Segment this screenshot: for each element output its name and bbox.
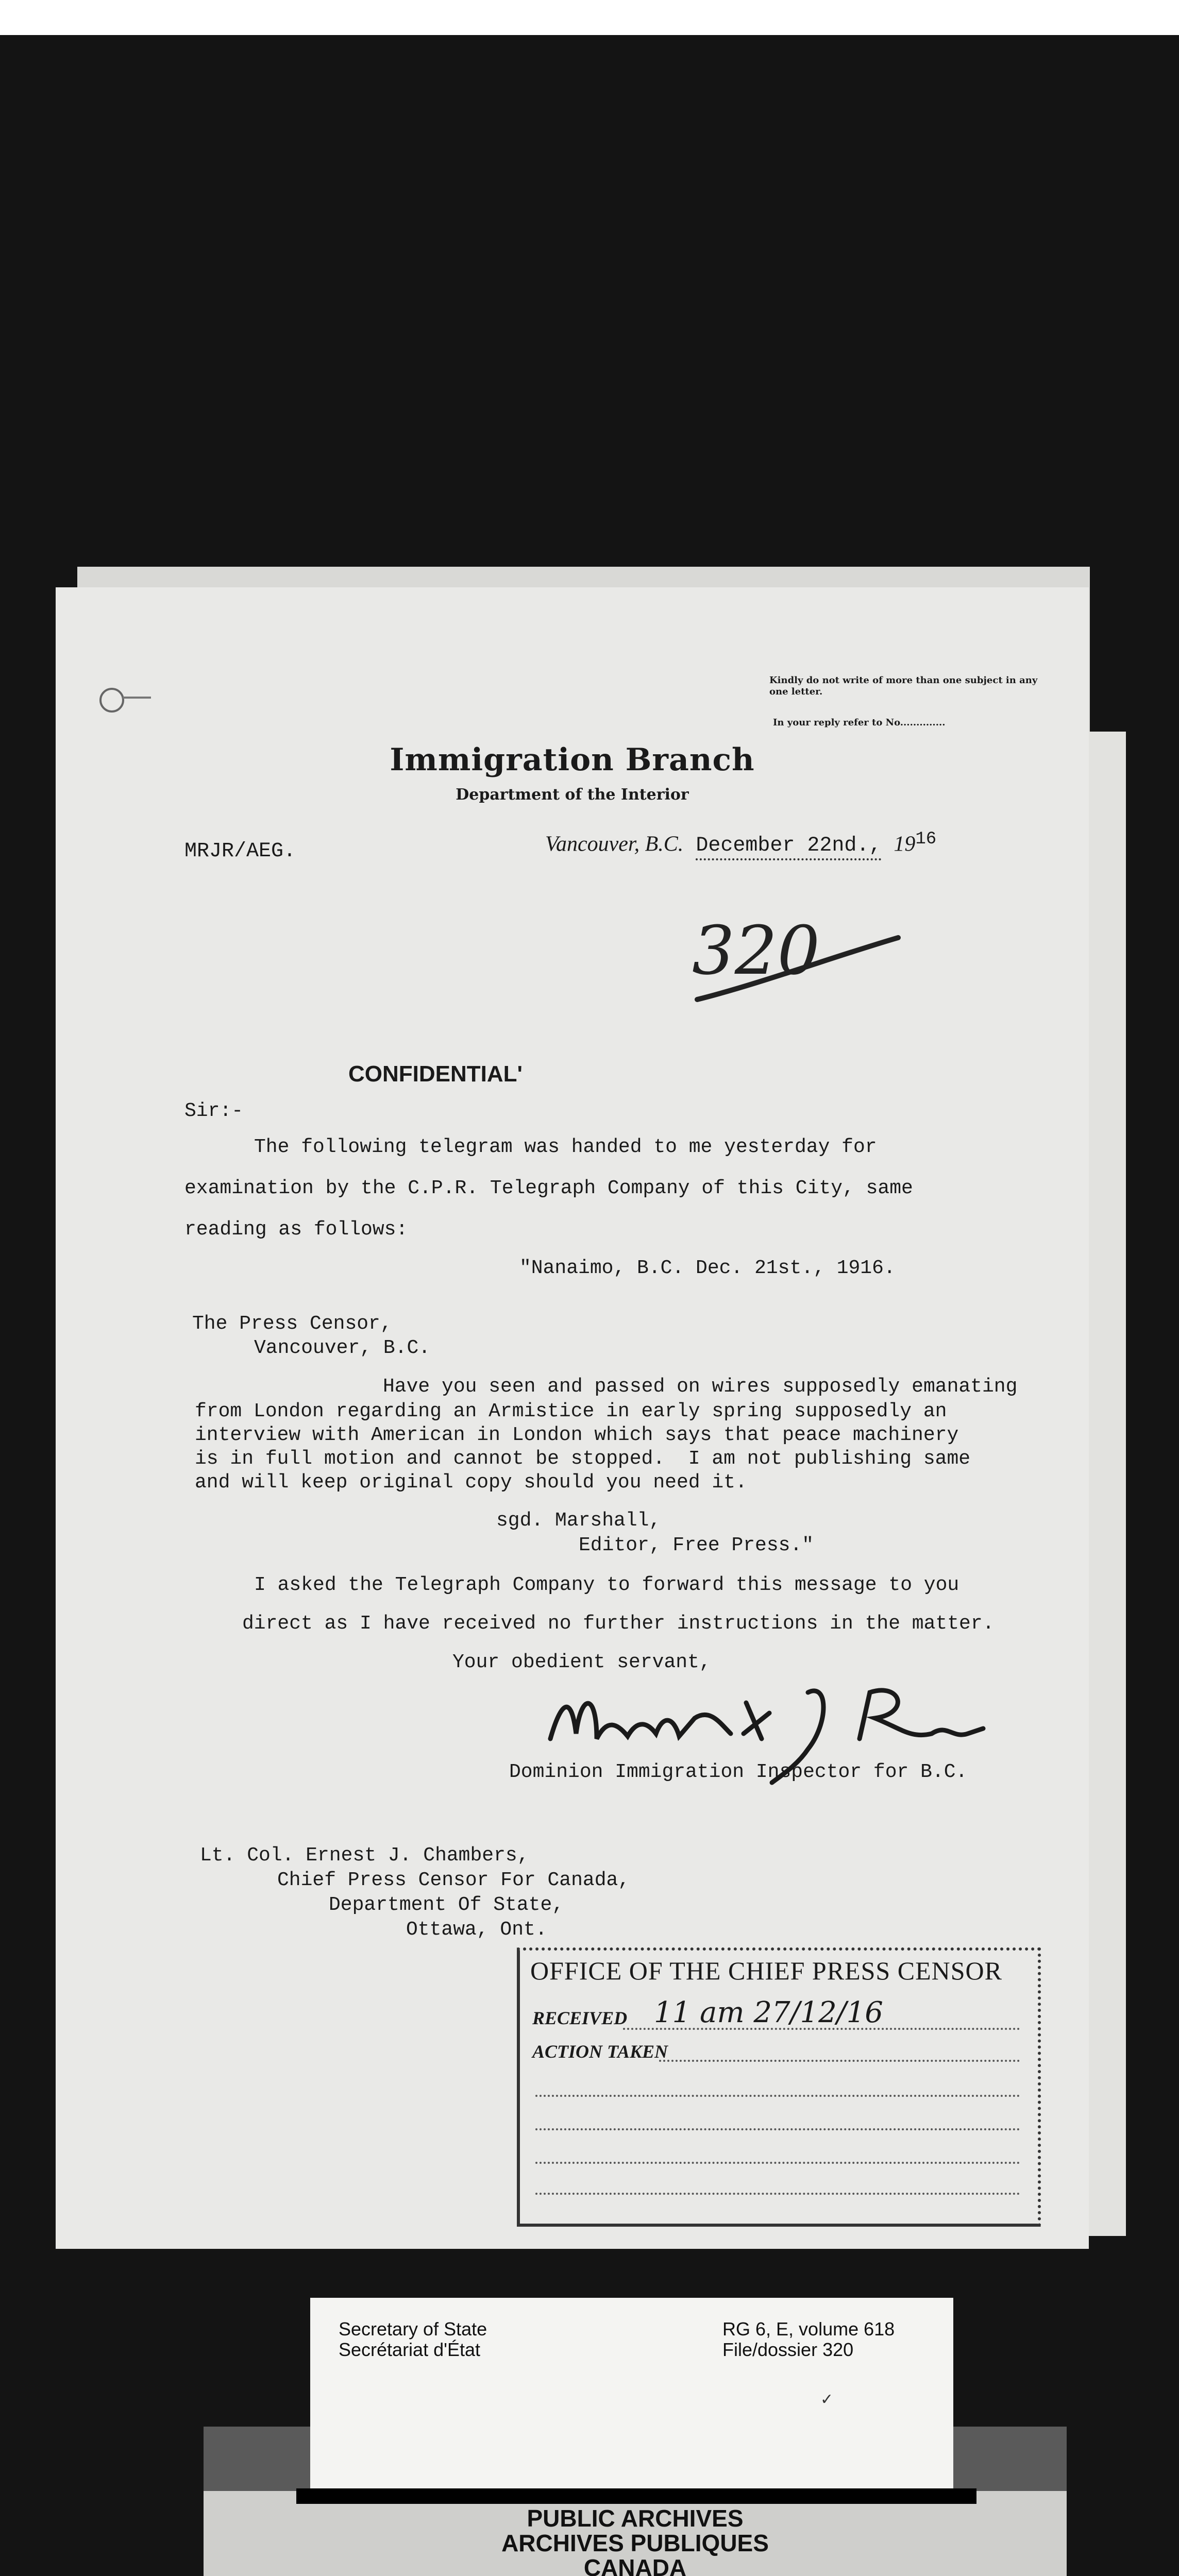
addressee-line: Lt. Col. Ernest J. Chambers,	[200, 1844, 529, 1867]
telegram-line: from London regarding an Armistice in early spring supposedly an	[195, 1400, 947, 1422]
telegram-signature: Editor, Free Press."	[579, 1534, 814, 1556]
archive-reference-label	[310, 2298, 953, 2491]
body-line: I asked the Telegraph Company to forward this message to you	[254, 1574, 959, 1596]
reference-code: MRJR/AEG.	[184, 840, 296, 863]
dateline-date: December 22nd.,	[696, 834, 881, 860]
dateline-year-suffix: 16	[915, 829, 937, 849]
signature-stroke-2	[744, 1703, 769, 1739]
stamp-dotted-line	[535, 2095, 1020, 2097]
archive-fonds-fr: Secrétariat d'État	[339, 2339, 481, 2360]
letter-page	[56, 587, 1089, 2249]
archive-volume: RG 6, E, volume 618	[722, 2318, 895, 2340]
press-censor-stamp	[517, 1947, 1041, 2227]
stamp-dotted-line	[535, 2162, 1020, 2164]
telegram-line: interview with American in London which says that peace machinery	[195, 1424, 959, 1446]
stamp-received-value: 11 am 27/12/16	[654, 1996, 883, 2029]
letterhead-department: Department of the Interior	[456, 786, 689, 804]
telegram-line: is in full motion and cannot be stopped. I am not publishing same	[195, 1448, 971, 1470]
body-line: reading as follows:	[184, 1218, 408, 1241]
stamp-dotted-line	[535, 2193, 1020, 2195]
archive-fonds-en: Secretary of State	[339, 2318, 487, 2340]
confidential-mark: CONFIDENTIAL'	[348, 1061, 523, 1087]
telegram-line: and will keep original copy should you need it.	[195, 1471, 747, 1494]
reply-reference: In your reply refer to No..............	[773, 717, 946, 728]
body-line: direct as I have received no further instructions in the matter.	[242, 1613, 995, 1635]
addressee-line: Chief Press Censor For Canada,	[277, 1869, 630, 1891]
signature-stroke-1	[550, 1703, 731, 1739]
archive-tab-line2: ARCHIVES PUBLIQUES	[501, 2530, 769, 2556]
stamp-dotted-line	[659, 2060, 1020, 2062]
dateline-place: Vancouver, B.C.	[545, 832, 684, 856]
dateline-year-prefix: 19	[894, 832, 916, 856]
telegram-addressee: The Press Censor,	[192, 1313, 392, 1335]
telegram-signature: sgd. Marshall,	[496, 1510, 661, 1532]
telegram-addressee: Vancouver, B.C.	[254, 1337, 431, 1359]
stamp-received-label: RECEIVED	[532, 2008, 628, 2028]
top-margin-strip	[0, 0, 1179, 35]
archive-file: File/dossier 320	[722, 2339, 854, 2360]
file-number-text: 320	[692, 911, 820, 990]
signature-stroke-4	[860, 1690, 983, 1739]
archive-tab-band	[296, 2488, 976, 2504]
salutation: Sir:-	[184, 1100, 244, 1122]
addressee-line: Department Of State,	[329, 1894, 564, 1916]
punch-hole	[99, 688, 124, 713]
telegram-dateline: "Nanaimo, B.C. Dec. 21st., 1916.	[519, 1257, 896, 1279]
closing: Your obedient servant,	[452, 1651, 711, 1673]
archive-tab-line3: CANADA	[583, 2554, 687, 2576]
addressee-line: Ottawa, Ont.	[406, 1919, 547, 1941]
body-line: examination by the C.P.R. Telegraph Company of this City, same	[184, 1177, 913, 1199]
archive-tab-line1: PUBLIC ARCHIVES	[527, 2505, 744, 2532]
punch-hole-mark	[123, 697, 151, 699]
letterhead-note: Kindly do not write of more than one subject in any one letter.	[769, 675, 1038, 697]
body-line: The following telegram was handed to me yesterday for	[254, 1136, 877, 1158]
stamp-dotted-line	[535, 2128, 1020, 2130]
dateline	[545, 829, 936, 857]
letterhead-branch: Immigration Branch	[390, 742, 755, 778]
signer-title: Dominion Immigration Inspector for B.C.	[509, 1761, 968, 1783]
telegram-line: Have you seen and passed on wires supposedly emanating	[383, 1376, 1018, 1398]
handwritten-file-number	[682, 907, 914, 1010]
label-tick-mark: ✓	[820, 2392, 834, 2410]
stamp-title: OFFICE OF THE CHIEF PRESS CENSOR	[530, 1956, 1003, 1985]
stamp-action-label: ACTION TAKEN	[532, 2041, 668, 2062]
